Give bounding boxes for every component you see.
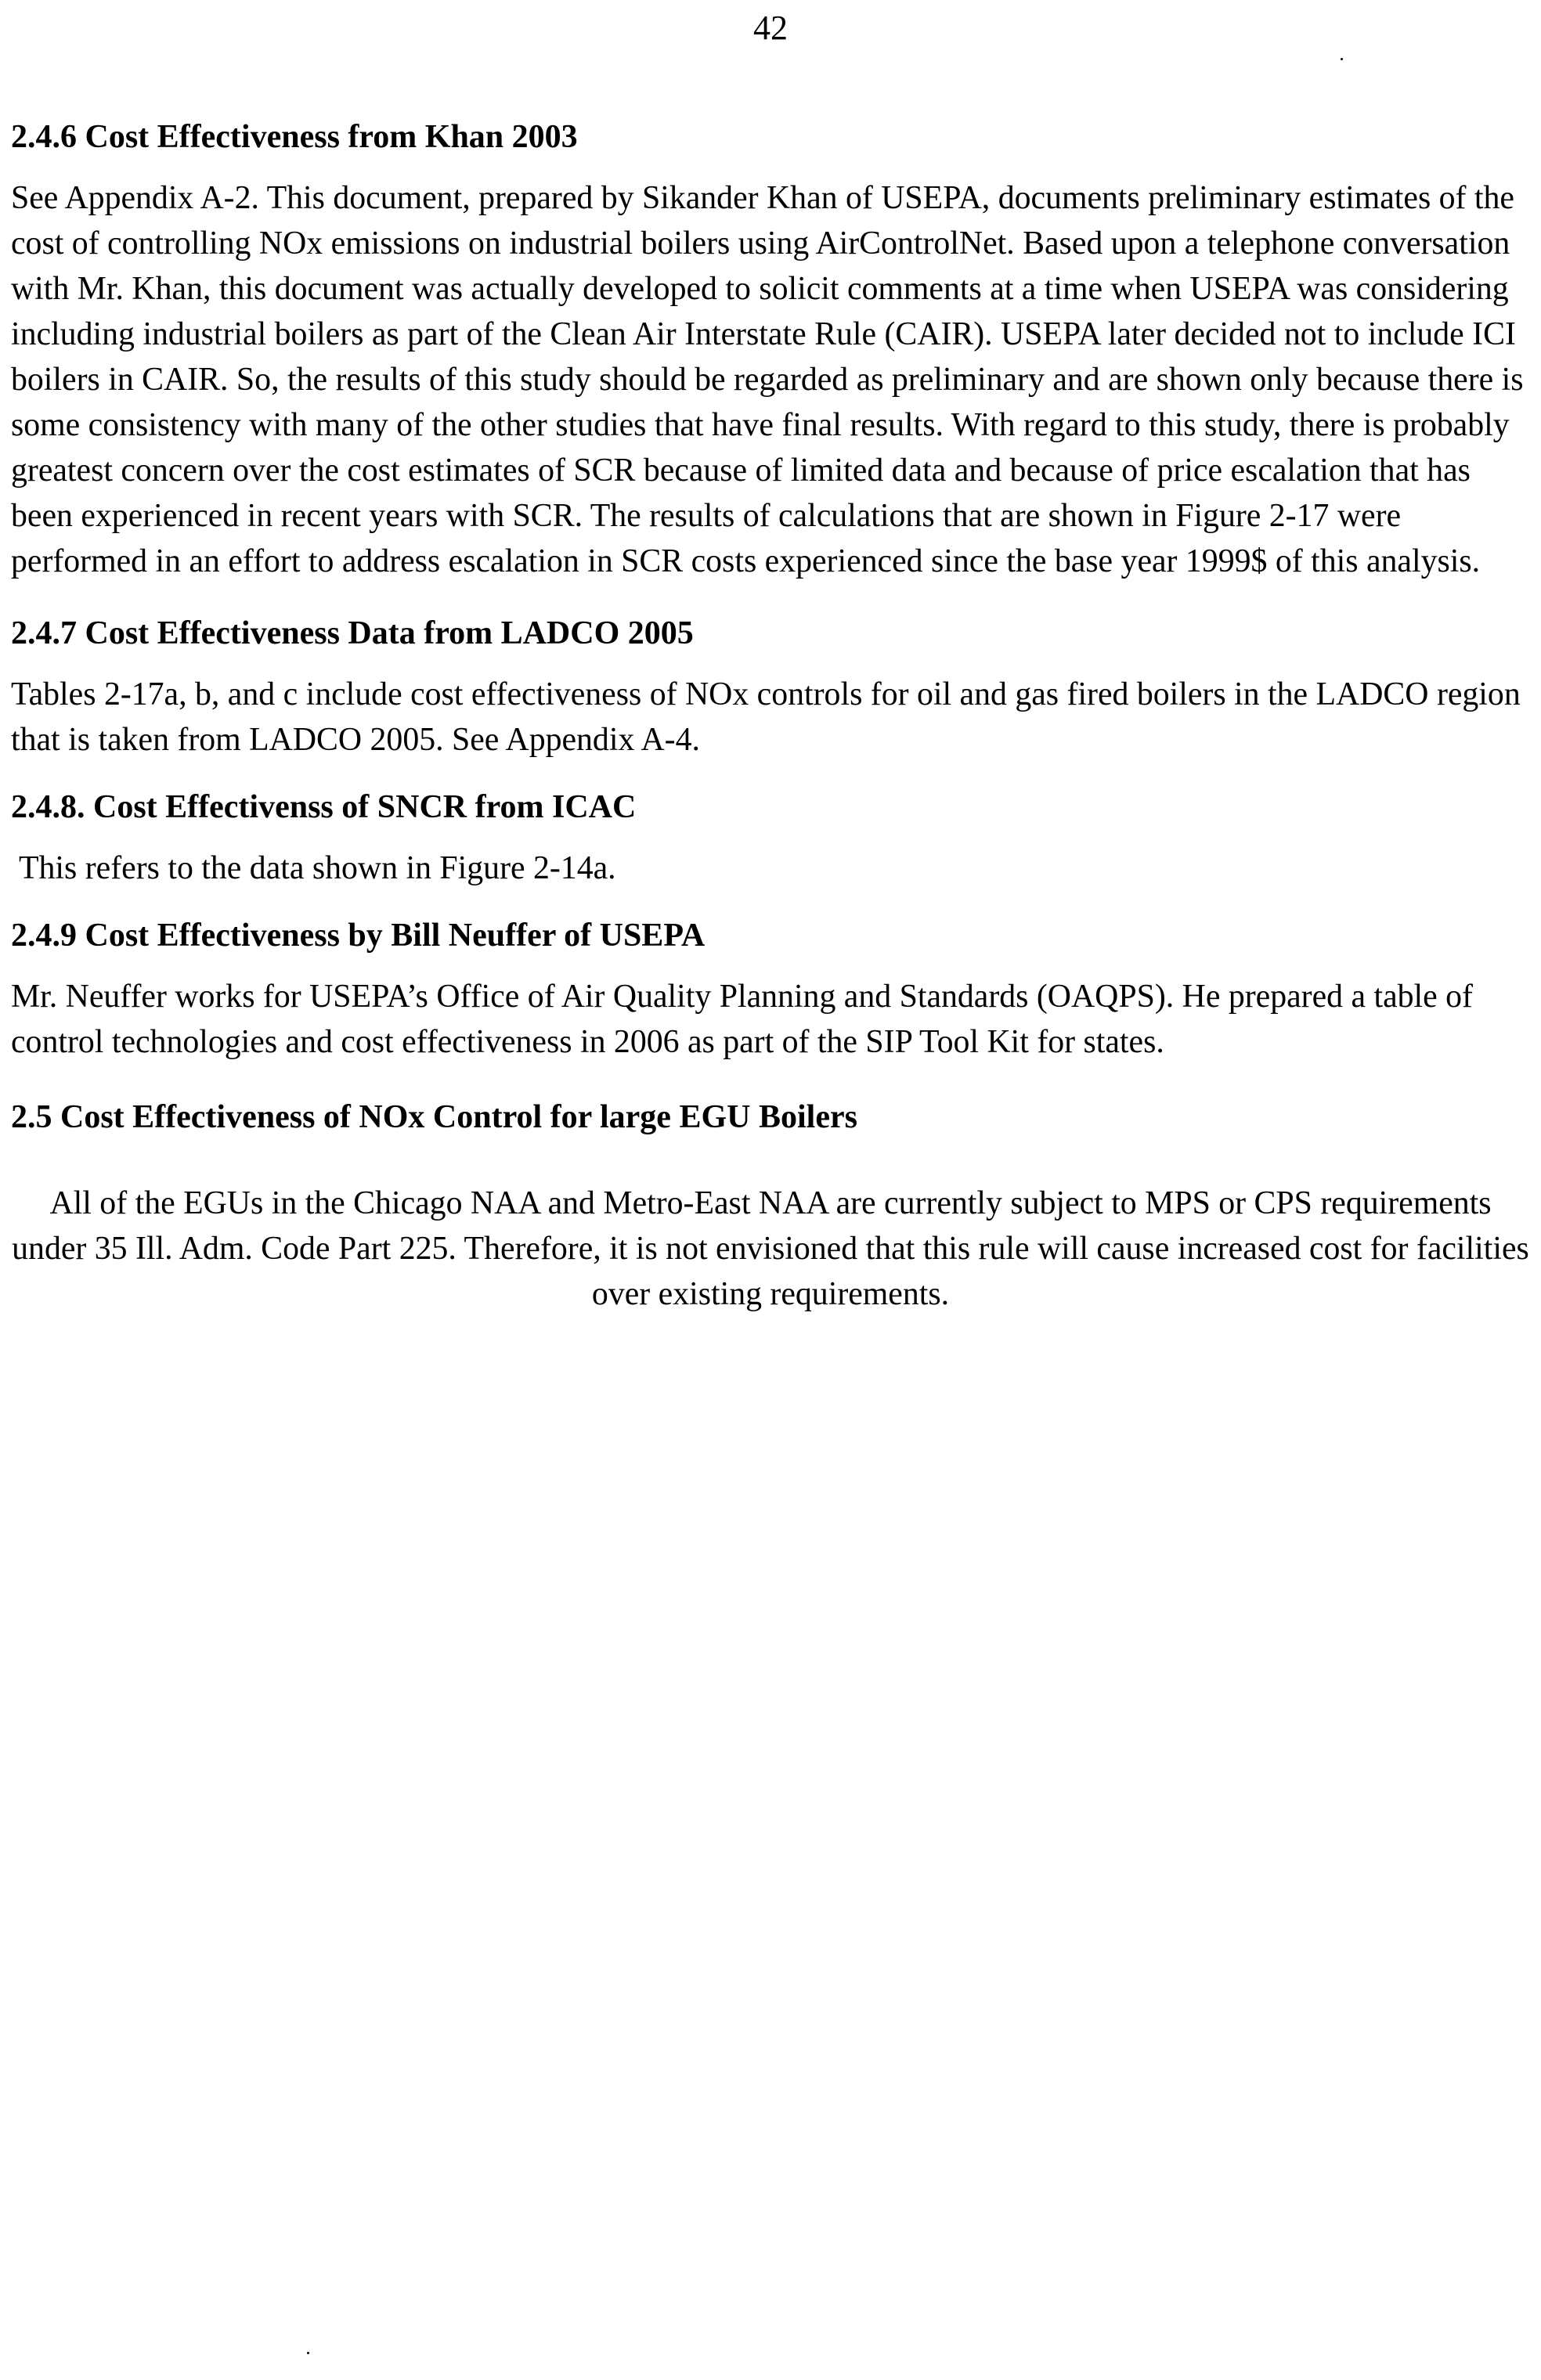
section-heading: 2.5 Cost Effectiveness of NOx Control for large EGU Boilers xyxy=(11,1099,857,1135)
page-body xyxy=(11,114,1530,1317)
section-2-5 xyxy=(11,1094,1530,1317)
section-paragraph: See Appendix A-2. This document, prepared by Sikander Khan of USEPA, documents preliminary estimates of the cost of controlling NOx emissions on industrial boilers using AirControlNet. Based upon a telephone conversation with Mr. Khan, this document was actually developed to solicit comments at a time when USEPA was considering including industrial boilers as part of the Clean Air Interstate Rule (CAIR). USEPA later decided not to include ICI boilers in CAIR. So, the results of this study should be regarded as preliminary and are shown only because there is some consistency with many of the other studies that have final results. With regard to this study, there is probably greatest concern over the cost estimates of SCR because of limited data and because of price escalation that has been experienced in recent years with SCR. The results of calculations that are shown in Figure 2-17 were performed in an effort to address escalation in SCR costs experienced since the base year 1999$ of this analysis. xyxy=(11,180,1524,579)
section-heading: 2.4.7 Cost Effectiveness Data from LADCO 2005 xyxy=(11,615,694,651)
section-heading: 2.4.8. Cost Effectivenss of SNCR from ICAC xyxy=(11,789,637,825)
section-paragraph: Tables 2-17a, b, and c include cost effectiveness of NOx controls for oil and gas fired boilers in the LADCO region that is taken from LADCO 2005. See Appendix A-4. xyxy=(11,676,1521,758)
section-heading: 2.4.9 Cost Effectiveness by Bill Neuffer of USEPA xyxy=(11,918,706,954)
section-paragraph: Mr. Neuffer works for USEPA’s Office of Air Quality Planning and Standards (OAQPS). He prepared a table of control technologies and cost effectiveness in 2006 as part of the SIP Tool Kit for states. xyxy=(11,979,1473,1060)
scan-speck xyxy=(1341,58,1343,60)
section-heading: 2.4.6 Cost Effectiveness from Khan 2003 xyxy=(11,119,578,155)
section-paragraph: This refers to the data shown in Figure 2-14a. xyxy=(19,850,616,886)
page-number: 42 xyxy=(753,9,788,47)
scan-speck xyxy=(307,2352,309,2354)
section-2-4-8 xyxy=(11,784,1530,891)
section-2-4-6 xyxy=(11,114,1530,584)
section-2-4-7 xyxy=(11,611,1530,763)
section-2-4-9 xyxy=(11,913,1530,1065)
section-paragraph: All of the EGUs in the Chicago NAA and Metro-East NAA are currently subject to MPS or CPS requirements under 35 Ill. Adm. Code Part 225. Therefore, it is not envisioned that this rule will cause increased cost for facilities over existing requirements. xyxy=(12,1185,1529,1312)
